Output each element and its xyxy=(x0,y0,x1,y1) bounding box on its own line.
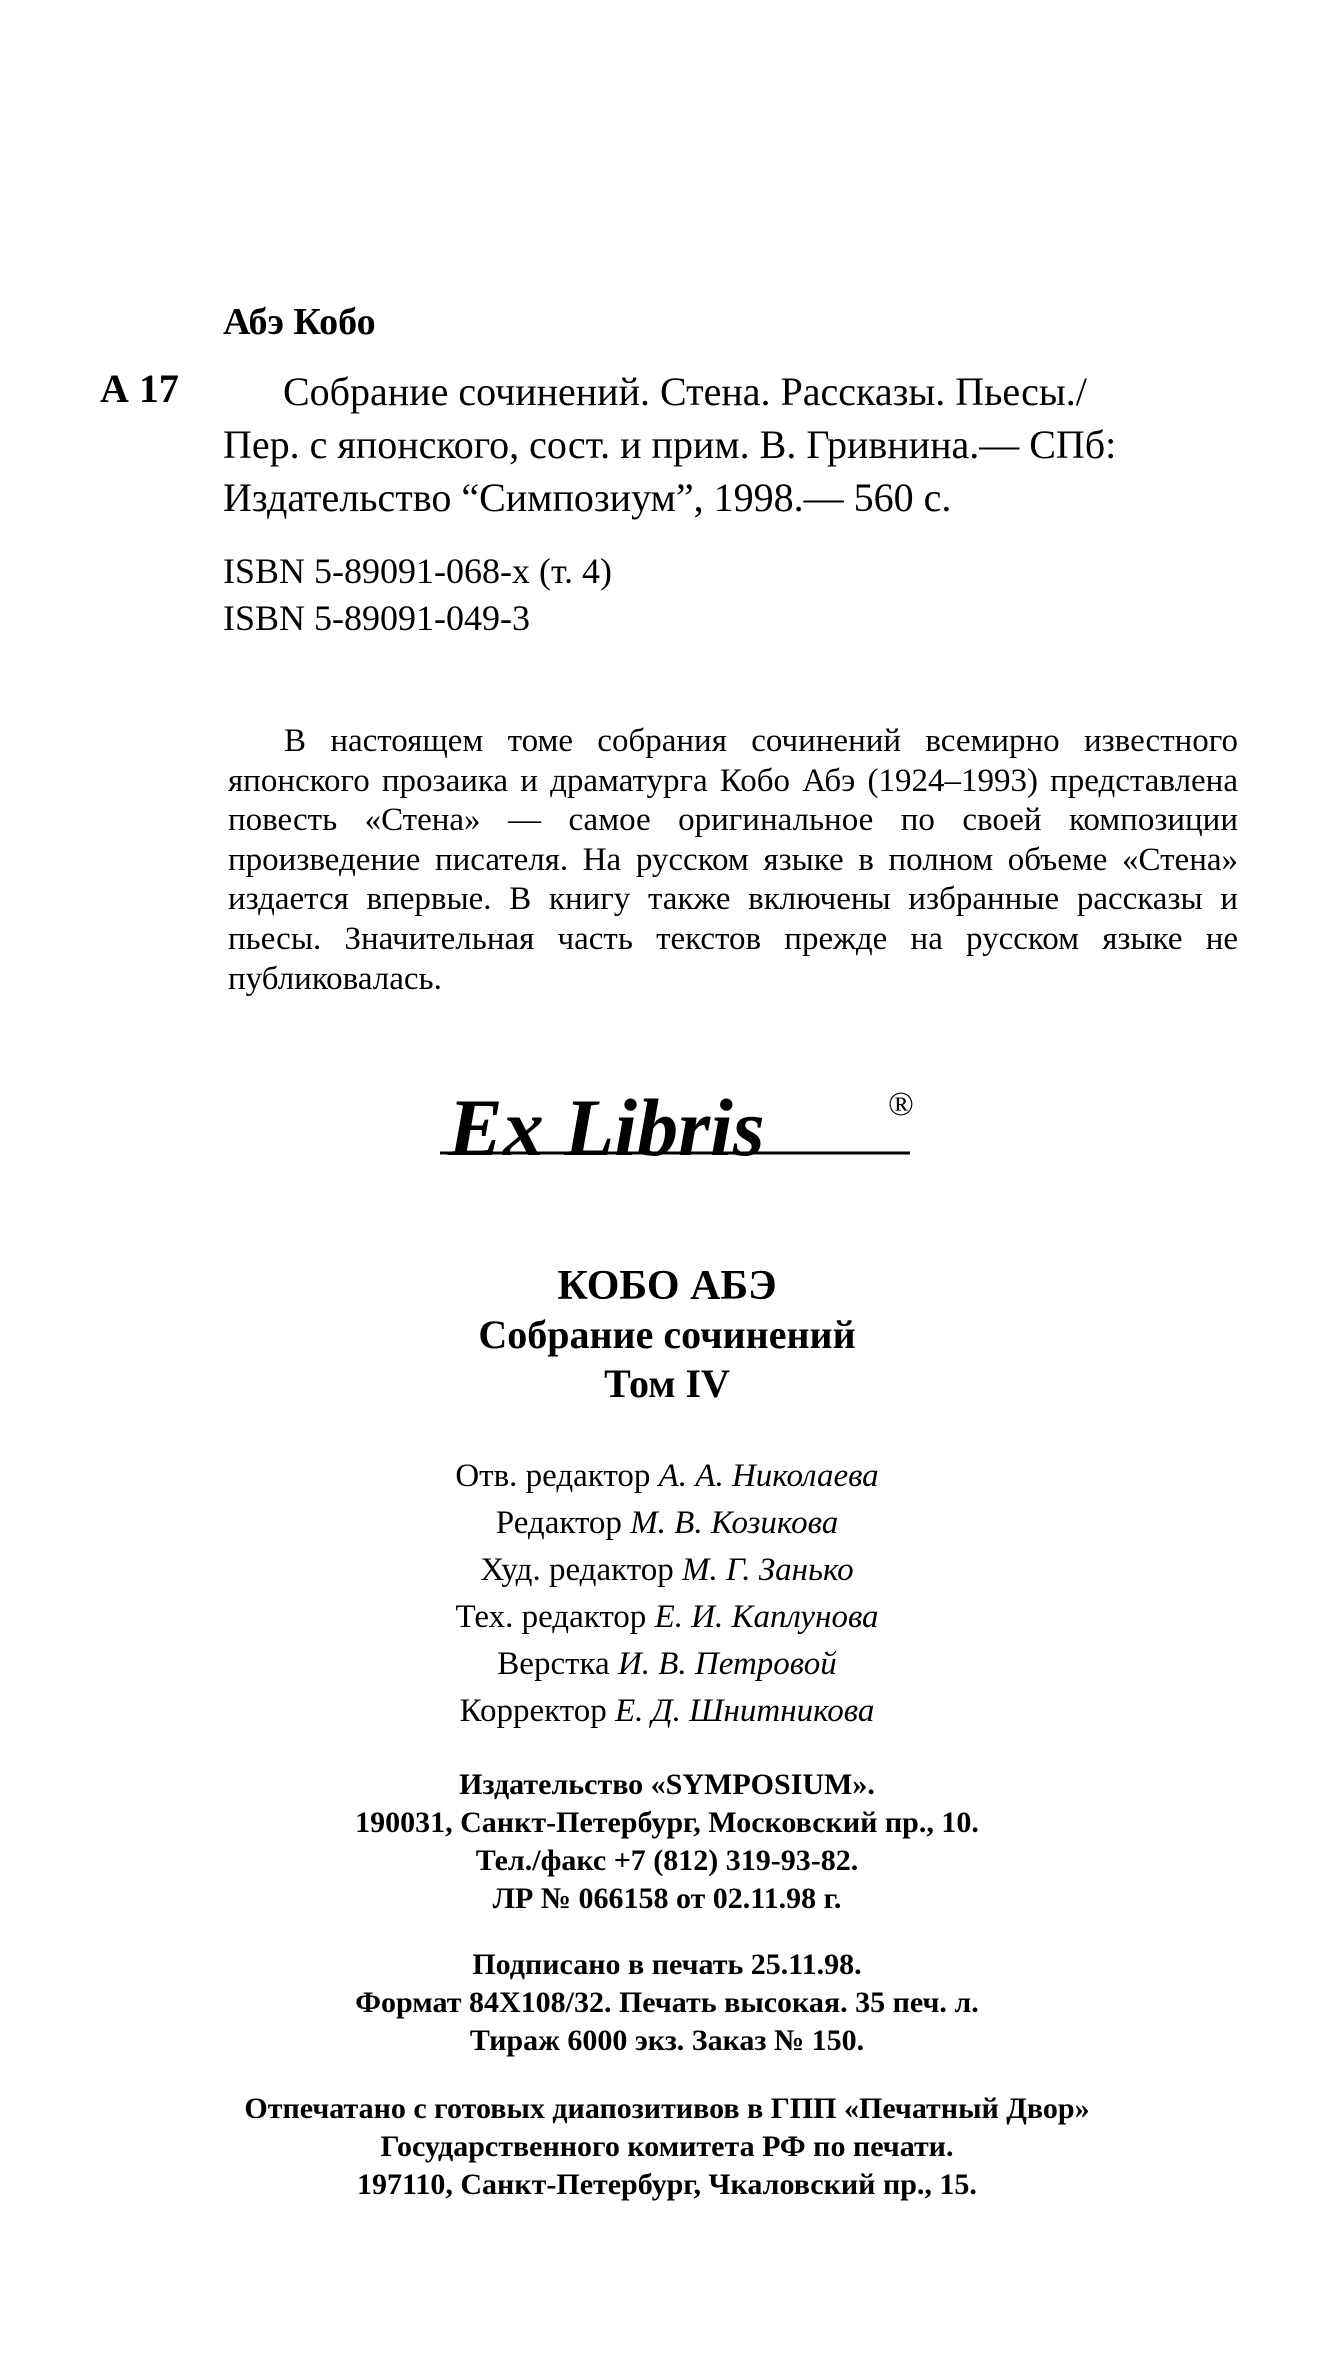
ex-libris-logo xyxy=(430,1075,930,1185)
credit-role: Редактор xyxy=(495,1505,622,1541)
credit-name: Е. И. Каплунова xyxy=(654,1599,879,1635)
bibliography-line: Пер. с японского, сост. и прим. В. Гривнина.— СПб: xyxy=(223,422,1117,467)
credit-role: Тех. редактор xyxy=(455,1599,647,1635)
isbn-line: ISBN 5-89091-049-3 xyxy=(223,598,530,638)
credit-name: И. В. Петровой xyxy=(617,1646,837,1682)
credit-role: Худ. редактор xyxy=(480,1552,674,1588)
print-info-line: Тираж 6000 экз. Заказ № 150. xyxy=(469,2024,865,2057)
credit-line xyxy=(0,1646,1334,1683)
title-author: КОБО АБЭ xyxy=(557,1263,777,1309)
publisher-info xyxy=(0,1766,1334,1918)
isbn-line: ISBN 5-89091-068-х (т. 4) xyxy=(223,551,612,591)
credit-line xyxy=(0,1458,1334,1495)
credit-line xyxy=(0,1693,1334,1730)
printer-line: 197110, Санкт-Петербург, Чкаловский пр., 15. xyxy=(357,2168,977,2201)
printer-line: Отпечатано с готовых диапозитивов в ГПП «Печатный Двор» xyxy=(244,2092,1090,2125)
credit-name: М. В. Козикова xyxy=(630,1505,839,1541)
title-volume: Том IV xyxy=(604,1361,730,1406)
credit-role: Верстка xyxy=(497,1646,610,1682)
printer-line: Государственного комитета РФ по печати. xyxy=(380,2130,954,2163)
credit-role: Корректор xyxy=(459,1693,607,1729)
publisher-line: Издательство «SYMPOSIUM». xyxy=(459,1768,875,1801)
publisher-line: 190031, Санкт-Петербург, Московский пр., 10. xyxy=(355,1806,979,1839)
credit-role: Отв. редактор xyxy=(455,1458,651,1494)
print-info-line: Подписано в печать 25.11.98. xyxy=(472,1948,862,1981)
bibliography-line: Собрание сочинений. Стена. Рассказы. Пьесы./ xyxy=(283,369,1087,414)
credit-line xyxy=(0,1505,1334,1542)
credit-line xyxy=(0,1599,1334,1636)
credit-line xyxy=(0,1552,1334,1589)
credit-name: А. А. Николаева xyxy=(658,1458,879,1494)
bibliography-line: Издательство “Симпозиум”, 1998.— 560 с. xyxy=(223,475,952,520)
isbn-list xyxy=(223,548,612,642)
author-name: Абэ Кобо xyxy=(223,301,376,343)
print-info-line: Формат 84Х108/32. Печать высокая. 35 печ. л. xyxy=(355,1986,979,2019)
annotation-paragraph: В настоящем томе собрания сочинений всемирно известного японского прозаика и драматурга Кобо Абэ (1924–1993) представлена повесть «Стена» — самое оригинальное по своей композиции произведение писателя. На русском языке в полном объеме «Стена» издается впервые. В книгу также включены избранные рассказы и пьесы. Значительная часть текстов прежде на русском языке не публиковалась. xyxy=(228,723,1238,997)
publisher-line: ЛР № 066158 от 02.11.98 г. xyxy=(492,1882,842,1915)
library-code: А 17 xyxy=(100,366,179,411)
credit-name: Е. Д. Шнитникова xyxy=(614,1693,875,1729)
bibliographic-description xyxy=(223,365,1116,524)
logo-text: Ex Libris xyxy=(448,1082,765,1173)
printer-info xyxy=(0,2090,1334,2204)
registered-mark: ® xyxy=(888,1086,914,1123)
credit-name: М. Г. Занько xyxy=(681,1552,854,1588)
print-info xyxy=(0,1946,1334,2060)
publisher-line: Тел./факс +7 (812) 319-93-82. xyxy=(475,1844,859,1877)
title-collection: Собрание сочинений xyxy=(478,1312,856,1357)
